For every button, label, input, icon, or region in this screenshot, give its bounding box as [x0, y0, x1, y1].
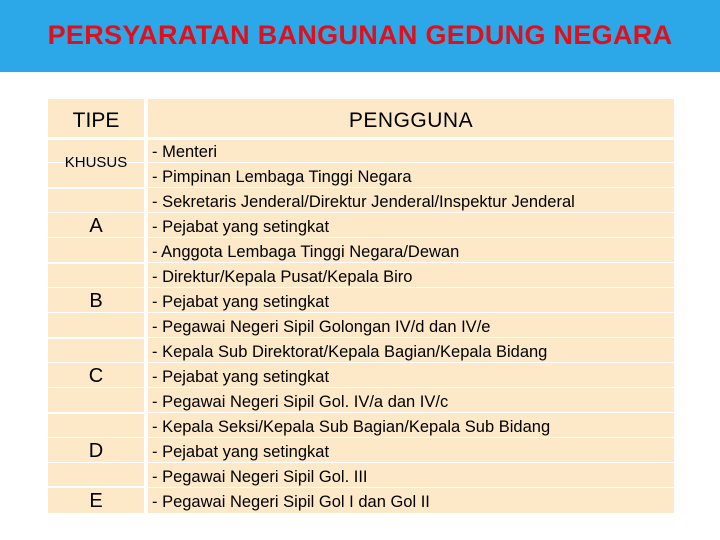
user-item: - Pejabat yang setingkat — [152, 368, 330, 386]
user-item: - Menteri — [152, 143, 218, 161]
type-b: B — [89, 290, 103, 312]
type-a: A — [89, 215, 103, 237]
user-item: - Pejabat yang setingkat — [152, 218, 330, 236]
row-separator — [48, 212, 674, 213]
type-separator — [48, 412, 144, 414]
user-item: - Pejabat yang setingkat — [152, 443, 330, 461]
user-item: - Direktur/Kepala Pusat/Kepala Biro — [152, 268, 413, 286]
header-tipe: TIPE — [72, 109, 120, 132]
requirements-table — [48, 99, 674, 513]
type-separator — [48, 187, 144, 189]
user-item: - Pegawai Negeri Sipil Golongan IV/d dan IV/e — [152, 318, 491, 336]
user-item: - Sekretaris Jenderal/Direktur Jenderal/Inspektur Jenderal — [152, 193, 575, 211]
user-item: - Anggota Lembaga Tinggi Negara/Dewan — [152, 243, 460, 261]
user-item: - Pejabat yang setingkat — [152, 293, 330, 311]
page-title: PERSYARATAN BANGUNAN GEDUNG NEGARA — [47, 20, 673, 50]
header-separator — [48, 137, 674, 140]
type-e: E — [89, 490, 103, 512]
row-separator — [48, 287, 674, 288]
user-item: - Pegawai Negeri Sipil Gol. III — [152, 468, 368, 486]
type-khusus: KHUSUS — [64, 154, 128, 171]
type-separator — [48, 486, 144, 488]
type-separator — [48, 262, 144, 264]
title-bar — [0, 0, 720, 72]
row-separator — [48, 362, 674, 363]
row-separator — [48, 437, 674, 438]
user-item: - Pegawai Negeri Sipil Gol I dan Gol II — [152, 493, 430, 511]
user-item: - Kepala Sub Direktorat/Kepala Bagian/Kepala Bidang — [152, 343, 548, 361]
type-separator — [48, 337, 144, 339]
type-c: C — [88, 365, 104, 387]
user-item: - Pegawai Negeri Sipil Gol. IV/a dan IV/c — [152, 393, 449, 411]
user-item: - Pimpinan Lembaga Tinggi Negara — [152, 168, 412, 186]
type-d: D — [88, 440, 104, 462]
header-pengguna: PENGGUNA — [348, 109, 474, 132]
user-item: - Kepala Seksi/Kepala Sub Bagian/Kepala Sub Bidang — [152, 418, 551, 436]
